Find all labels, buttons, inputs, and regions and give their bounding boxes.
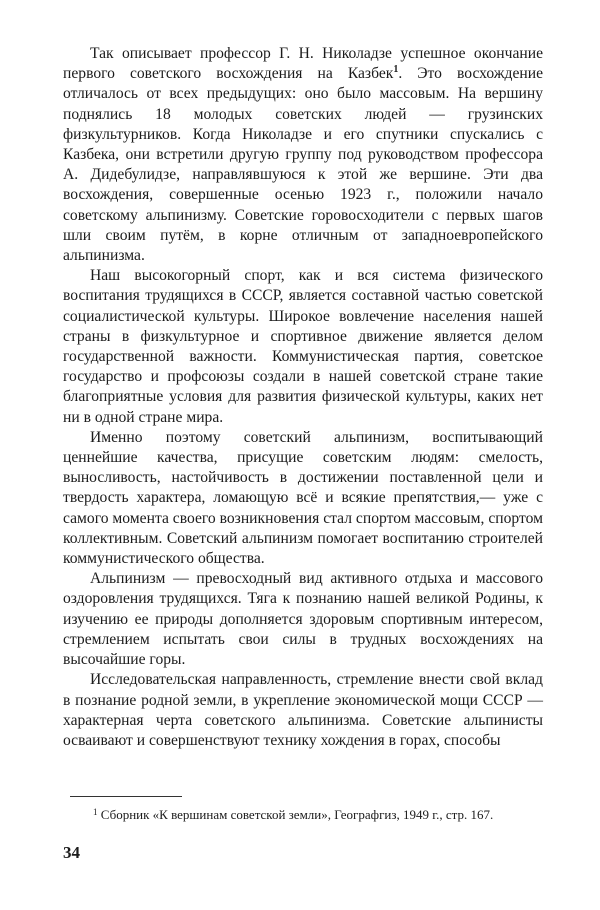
paragraph-1: Так описывает профессор Г. Н. Николадзе успешное окончание первого советского восхождения на Казбек$^1$. Это восхождение отличалось от всех предыдущих: оно было массовым. На вершину поднялись 18 молодых советских людей — грузинских физкультурников. Когда Николадзе и его спутники спускались с Казбека, они встретили другую группу под руководством профессора А. Дидебулидзе, направлявшуюся к этой же вершине. Эти два восхождения, совершенные осенью 1923 г., положили начало советскому альпинизму. Советские горовосходители с первых шагов шли своим путём, в корне отличным от западноевропейского альпинизма.	[63, 45, 544, 265]
body-text	[63, 44, 543, 751]
footnote	[70, 803, 542, 824]
footnote-reference: 1	[393, 64, 399, 76]
paragraph-2: Наш высокогорный спорт, как и вся система физического воспитания трудящихся в СССР, является составной частью советской социалистической культуры. Широкое вовлечение населения нашей страны в физкультурное и спортивное движение является делом государственной важности. Коммунистическая партия, советское государство и профсоюзы создали в нашей советской стране такие благоприятные условия для развития физической культуры, каких нет ни в одной стране мира.	[63, 267, 543, 426]
footnote-divider	[70, 796, 182, 797]
footnote-mark: 1	[93, 807, 98, 817]
paragraph-4: Альпинизм — превосходный вид активного отдыха и массового оздоровления трудящихся. Тяга к познанию нашей великой Родины, к изучению ее природы дополняется здоровым спортивным интересом, стремлением испытать свои силы в трудных восхождениях на высочайшие горы.	[63, 570, 543, 669]
paragraph-3: Именно поэтому советский альпинизм, воспитывающий ценнейшие качества, присущие советским людям: смелость, выносливость, настойчивость в достижении поставленной цели и твердость характера, ломающую всё и всякие препятствия,— уже с самого момента своего возникновения стал спортом массовым, спортом коллективным. Советский альпинизм помогает воспитанию строителей коммунистического общества.	[63, 428, 543, 568]
paragraph-5: Исследовательская направленность, стремление внести свой вклад в познание родной земли, в укрепление экономической мощи СССР — характерная черта советского альпинизма. Советские альпинисты осваивают и совершенствуют технику хождения в горах, способы	[63, 671, 543, 749]
page-number: 34	[63, 843, 80, 862]
footnote-text: Сборник «К вершинам советской земли», Географгиз, 1949 г., стр. 167.	[100, 807, 494, 822]
